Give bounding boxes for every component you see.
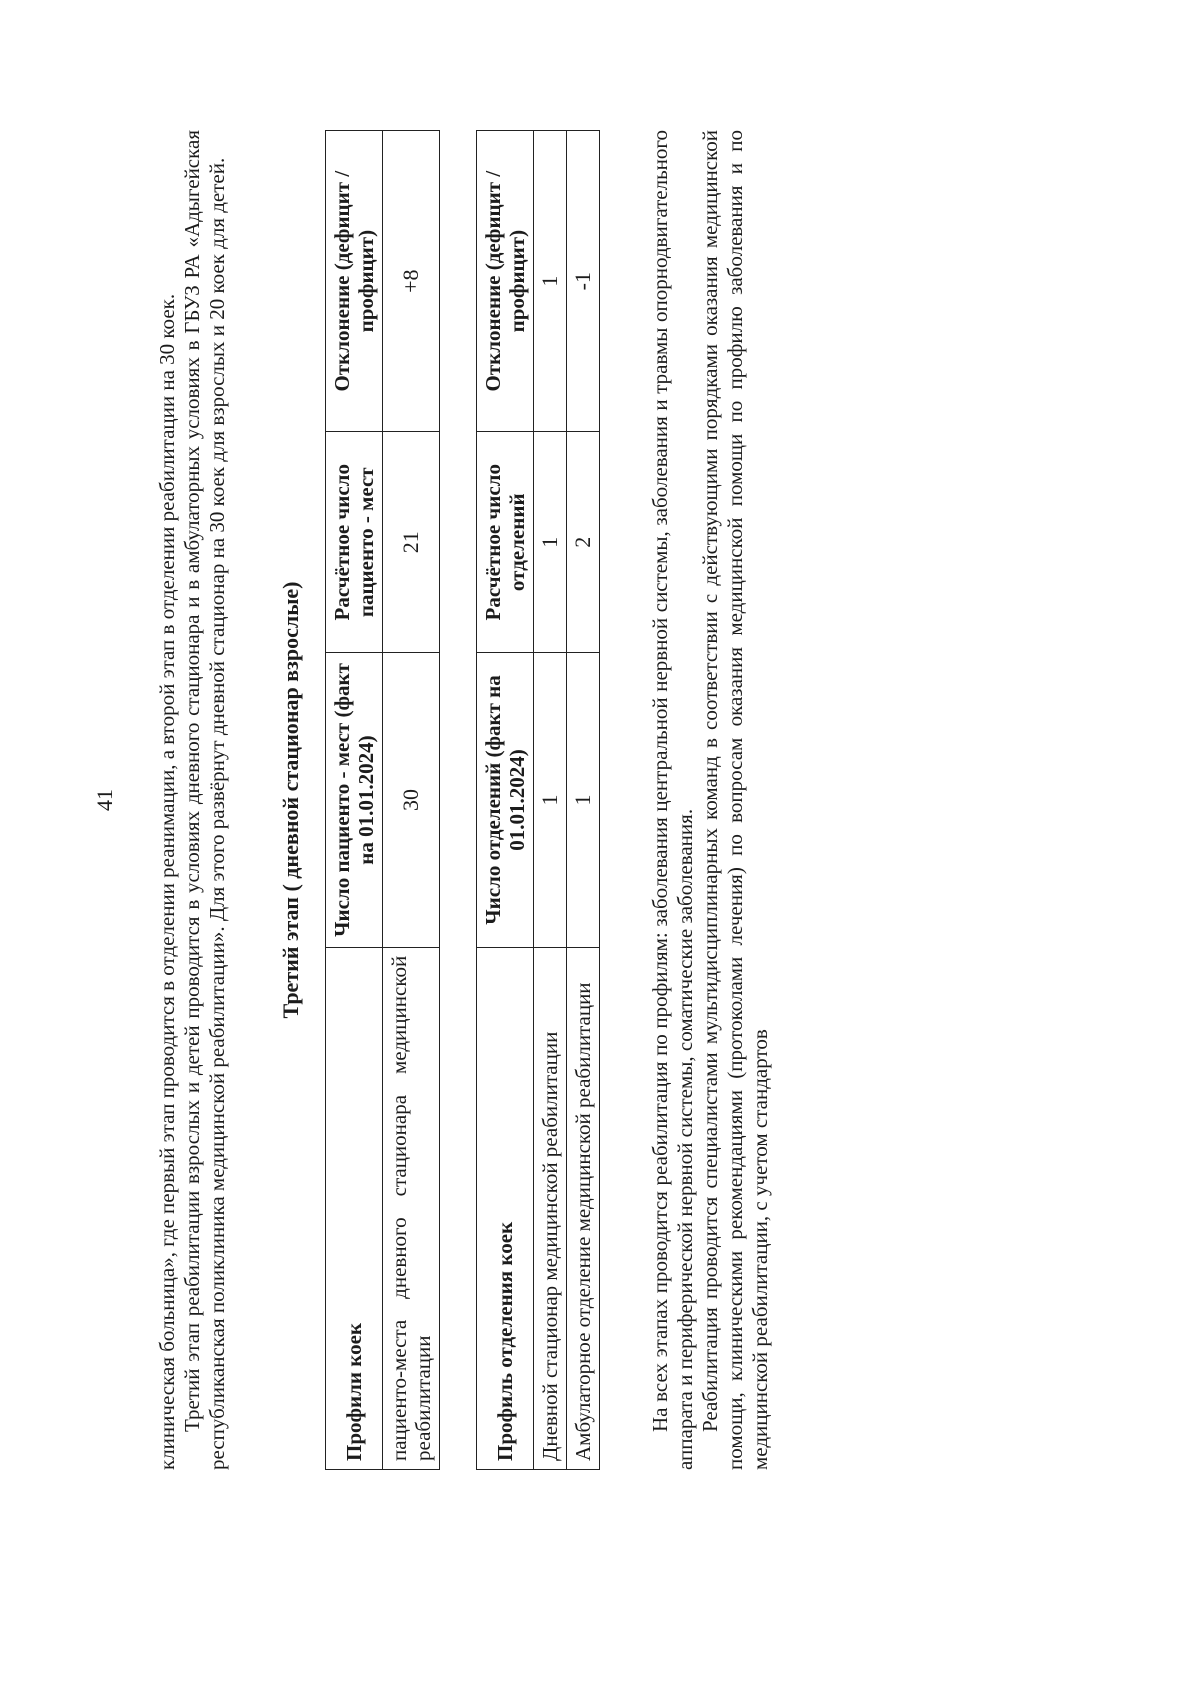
section-title: Третий этап ( дневной стационар взрослые) xyxy=(278,581,303,1019)
department-profiles-table xyxy=(476,130,600,1470)
table-cell: 1 xyxy=(534,653,567,948)
table-cell: 1 xyxy=(567,653,600,948)
table-row xyxy=(383,131,440,1470)
table-cell: Амбулаторное отделение медицинской реабилитации xyxy=(567,947,600,1469)
table-spacer xyxy=(440,130,476,1470)
table-header-cell: Расчётное число пациенто - мест xyxy=(326,432,383,653)
closing-text xyxy=(648,130,773,1470)
table-header-cell: Профиль отделения коек xyxy=(477,947,534,1469)
document-page xyxy=(36,10,1128,1610)
table-row xyxy=(534,131,567,1470)
table-cell: 1 xyxy=(534,131,567,432)
table-cell: +8 xyxy=(383,131,440,432)
table-header-cell: Отклонение (дефицит / профицит) xyxy=(477,131,534,432)
table-header-row xyxy=(326,131,383,1470)
table-header-cell: Расчётное число отделений xyxy=(477,432,534,653)
table-cell: 1 xyxy=(534,432,567,653)
table-header-cell: Профили коек xyxy=(326,947,383,1469)
table-cell: 2 xyxy=(567,432,600,653)
page-number: 41 xyxy=(92,789,117,811)
table-cell: 30 xyxy=(383,653,440,948)
table-row xyxy=(567,131,600,1470)
closing-paragraph: На всех этапах проводится реабилитация по профилям: заболевания центральной нервной системы, заболевания и травмы опорнодвигательного аппарата и периферической нервной системы, соматические заболевания. xyxy=(648,130,697,1470)
table-header-cell: Число отделений (факт на 01.01.2024) xyxy=(477,653,534,948)
table-header-cell: Отклонение (дефицит / профицит) xyxy=(326,131,383,432)
intro-paragraph: Третий этап реабилитации взрослых и детей проводится в условиях дневного стационара и в амбулаторных условиях в ГБУЗ РА «Адыгейская республиканская поликлиника медицинской реабилитации». Для этого развёрнут дневной стационар на 30 коек для взрослых и 20 коек для детей. xyxy=(180,130,229,1470)
table-header-row xyxy=(477,131,534,1470)
table-cell: 21 xyxy=(383,432,440,653)
table-header-cell: Число пациенто - мест (факт на 01.01.2024) xyxy=(326,653,383,948)
closing-paragraph: Реабилитация проводится специалистами мультидисциплинарных команд в соответствии с действующими порядками оказания медицинской помощи, клиническими рекомендациями (протоколами лечения) по вопросам оказания медицинской помощи по профилю заболевания и по медицинской реабилитации, с учетом стандартов xyxy=(698,130,772,1470)
table-cell: Дневной стационар медицинской реабилитации xyxy=(534,947,567,1469)
intro-paragraph: клиническая больница», где первый этап проводится в отделении реанимации, а второй этап в отделении реабилитации на 30 коек. xyxy=(155,293,179,1470)
table-cell: -1 xyxy=(567,131,600,432)
bed-profiles-table xyxy=(325,130,440,1470)
table-cell: пациенто-места дневного стационара медицинской реабилитации xyxy=(383,947,440,1469)
